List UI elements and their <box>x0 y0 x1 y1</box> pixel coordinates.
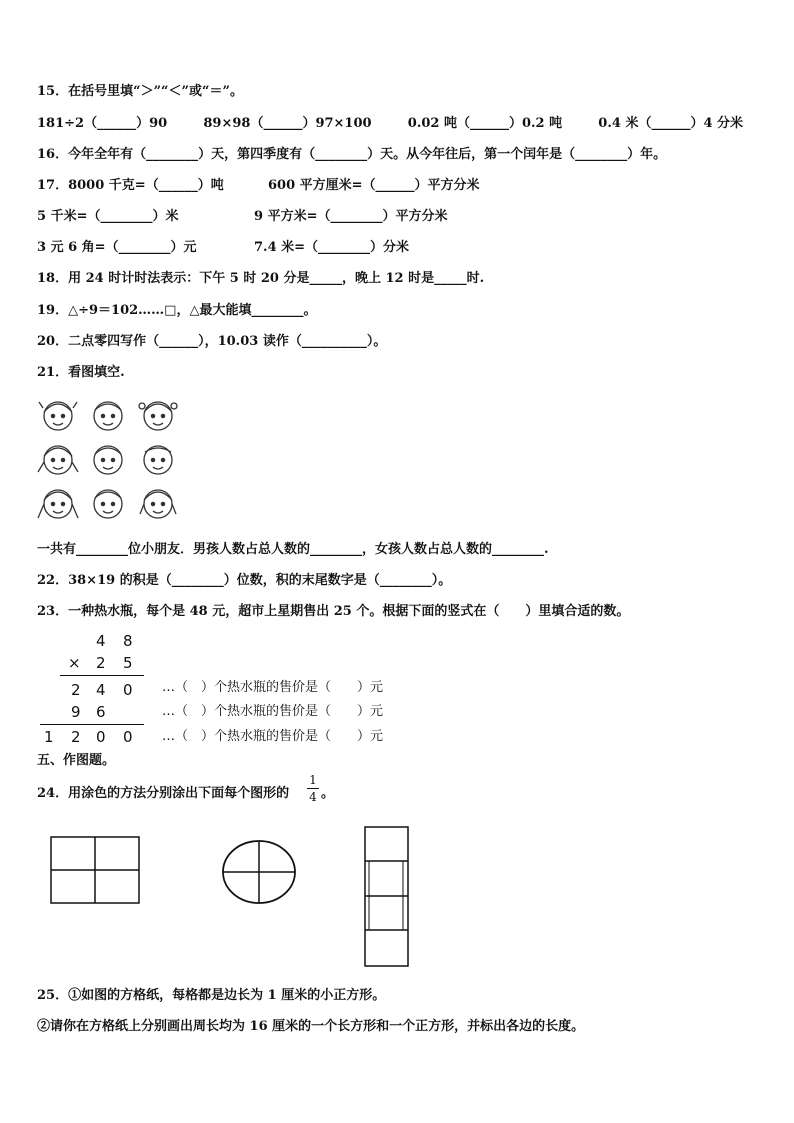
digit: 0 <box>123 681 133 699</box>
child-face <box>38 446 78 474</box>
digit: 1 <box>44 728 54 746</box>
q23-title: 23．一种热水瓶，每个是 48 元，超市上星期售出 25 个。根据下面的竖式在（ ）里填合适的数。 <box>37 604 630 619</box>
child-face <box>94 402 122 430</box>
rectangle-four-parts <box>50 836 142 906</box>
fraction-one-quarter <box>307 773 319 804</box>
digit: 0 <box>96 728 106 746</box>
q20-text: 20．二点零四写作（______），10.03 读作（__________）。 <box>37 334 387 349</box>
q17-line2a: 5 千米=（________）米 <box>37 209 179 224</box>
child-face <box>39 402 77 430</box>
section-5-heading: 五、作图题。 <box>37 753 116 768</box>
child-face <box>38 490 78 518</box>
q24-end: 。 <box>321 786 335 801</box>
digit: 2 <box>71 728 81 746</box>
child-face <box>140 490 176 518</box>
calc-rule <box>60 675 144 676</box>
q22-text: 22．38×19 的积是（________）位数，积的末尾数字是（________）。 <box>37 573 452 588</box>
q15-title: 15．在括号里填“＞”“＜”或“＝”。 <box>37 84 243 99</box>
child-face <box>94 490 122 518</box>
q17-line2b: 9 平方米=（________）平方分米 <box>254 209 448 224</box>
q17-line1b: 600 平方厘米=（______）平方分米 <box>268 178 480 193</box>
q15-comparisons: 181÷2（______）90 89×98（______）97×100 0.02 吨（______）0.2 吨 0.4 米（______）4 分米 <box>37 116 744 131</box>
times-sign: × <box>68 654 81 672</box>
circle-four-parts <box>221 839 297 905</box>
q23-note-1: …（ ）个热水瓶的售价是（ ）元 <box>162 680 384 695</box>
column-four-squares <box>364 826 410 968</box>
digit: 0 <box>123 728 133 746</box>
q17-line3b: 7.4 米=（________）分米 <box>254 240 410 255</box>
digit: 5 <box>123 654 133 672</box>
calc-rule <box>40 724 144 725</box>
digit: 4 <box>96 681 106 699</box>
denominator: 4 <box>309 790 317 804</box>
vertical-multiplication <box>40 632 150 752</box>
child-face <box>144 446 172 474</box>
q21-answer: 一共有________位小朋友．男孩人数占总人数的________，女孩人数占总人数的________. <box>37 542 549 557</box>
child-face <box>94 446 122 474</box>
q23-note-3: …（ ）个热水瓶的售价是（ ）元 <box>162 729 384 744</box>
q17-line3a: 3 元 6 角=（________）元 <box>37 240 197 255</box>
digit: 6 <box>96 703 106 721</box>
digit: 2 <box>96 654 106 672</box>
q19-text: 19．△÷9＝102……□，△最大能填________。 <box>37 303 317 318</box>
digit: 8 <box>123 632 133 650</box>
q18-text: 18．用 24 时计时法表示：下午 5 时 20 分是_____，晚上 12 时是_____时. <box>37 271 485 286</box>
q25-line2: ②请你在方格纸上分别画出周长均为 16 厘米的一个长方形和一个正方形，并标出各边的长度。 <box>37 1019 585 1034</box>
q17-line1a: 17．8000 千克=（______）吨 <box>37 178 224 193</box>
q16-text: 16．今年全年有（________）天，第四季度有（________）天。从今年往后，第一个闰年是（________）年。 <box>37 147 667 162</box>
child-face <box>139 402 177 430</box>
digit: 4 <box>96 632 106 650</box>
digit: 9 <box>71 703 81 721</box>
q24-title: 24．用涂色的方法分别涂出下面每个图形的 <box>37 786 290 801</box>
q25-line1: 25．①如图的方格纸，每格都是边长为 1 厘米的小正方形。 <box>37 988 386 1003</box>
q21-title: 21．看图填空. <box>37 365 125 380</box>
digit: 2 <box>71 681 81 699</box>
children-faces-illustration <box>36 396 186 530</box>
numerator: 1 <box>309 773 317 787</box>
q23-note-2: …（ ）个热水瓶的售价是（ ）元 <box>162 704 384 719</box>
